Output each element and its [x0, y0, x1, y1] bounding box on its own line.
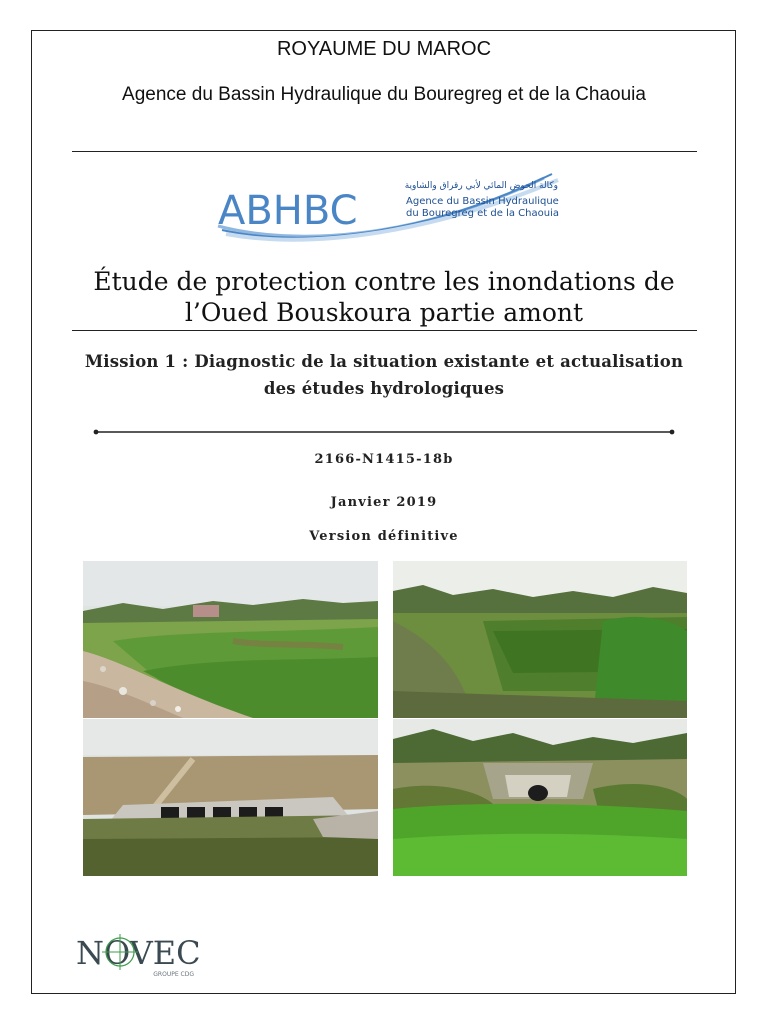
document-version: Version définitive [309, 529, 459, 544]
title-line1: Étude de protection contre les inondations de [93, 267, 675, 296]
header-divider [72, 151, 697, 152]
mission-subtitle [0, 348, 768, 402]
document-date: Janvier 2019 [330, 495, 438, 510]
photo-culvert-dry-field [83, 719, 378, 876]
logo-name-line2: du Bouregreg et de la Chaouia [406, 208, 559, 219]
mission-line2: des études hydrologiques [263, 379, 505, 398]
photo-reed-vegetation [393, 561, 687, 718]
novec-wordmark: NOVEC [76, 934, 201, 972]
decorative-line [93, 422, 675, 428]
reference-number: 2166-N1415-18b [314, 452, 454, 467]
logo-name-line1: Agence du Bassin Hydraulique [406, 196, 559, 207]
mission-line1: Mission 1 : Diagnostic de la situation existante et actualisation [84, 352, 684, 371]
title-line2: l’Oued Bouskoura partie amont [184, 298, 584, 327]
photo-riverbed-with-debris [83, 561, 378, 718]
novec-subtitle: GROUPE CDG [153, 971, 194, 978]
photo-culvert-green-channel [393, 719, 687, 876]
document-title [0, 266, 768, 328]
logo-acronym: ABHBC [218, 188, 358, 234]
abhbc-logo [214, 170, 564, 246]
logo-arabic-name: وكالة الحوض المائي لأبي رقراق والشاوية [404, 181, 558, 191]
agency-heading: Agence du Bassin Hydraulique du Bouregreg et de la Chaouia [122, 84, 646, 105]
title-divider [72, 330, 697, 331]
country-heading: ROYAUME DU MAROC [276, 38, 492, 60]
novec-logo [74, 930, 224, 982]
